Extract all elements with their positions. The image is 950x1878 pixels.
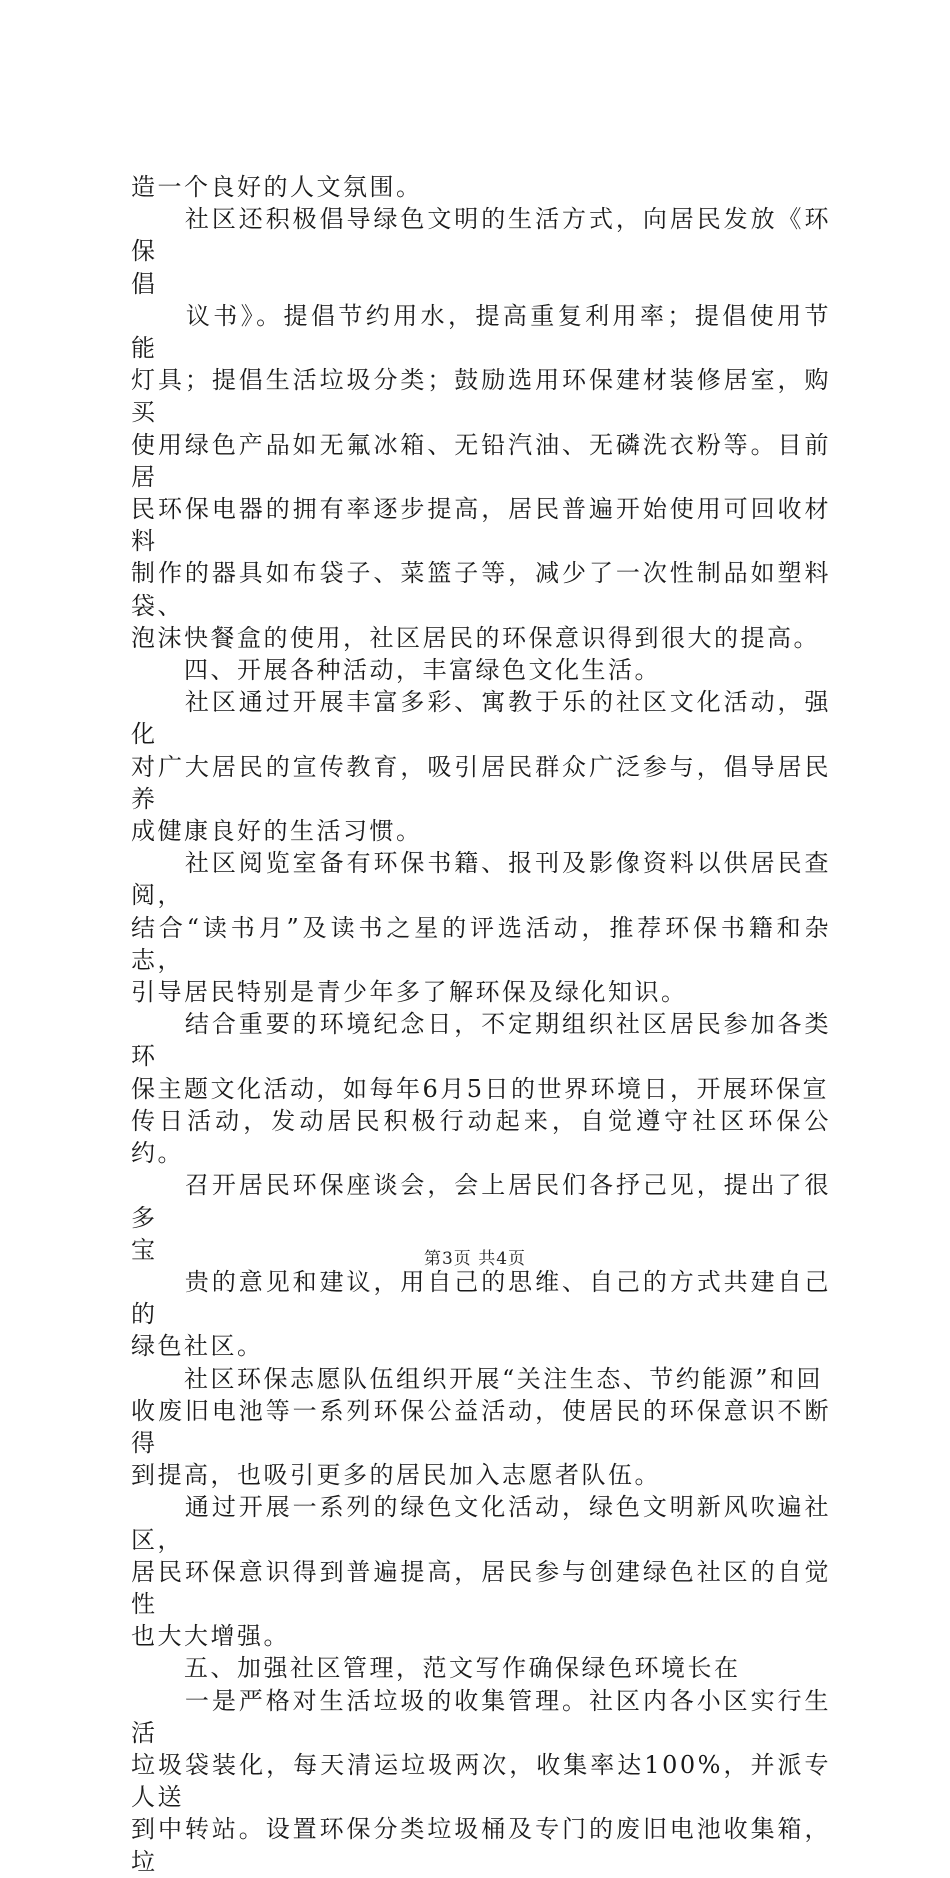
text-line: 社区还积极倡导绿色文明的生活方式，向居民发放《环保	[131, 205, 831, 266]
text-line: 居民环保意识得到普遍提高，居民参与创建绿色社区的自觉性	[131, 1557, 831, 1618]
text-line: 到提高，也吸引更多的居民加入志愿者队伍。	[131, 1461, 661, 1490]
text-line: 对广大居民的宣传教育，吸引居民群众广泛参与，倡导居民养	[131, 752, 831, 813]
text-line: 议书》。提倡节约用水，提高重复利用率；提倡使用节能	[131, 301, 831, 363]
text-line: 保主题文化活动，如每年6月5日的世界环境日，开展环保宣	[131, 1074, 830, 1103]
page-footer: 第3页 共4页	[423, 1249, 527, 1269]
text-line: 成健康良好的生活习惯。	[131, 817, 423, 846]
text-line: 结合“读书月”及读书之星的评选活动，推荐环保书籍和杂志，	[131, 913, 831, 974]
text-line: 召开居民环保座谈会，会上居民们各抒己见，提出了很多	[131, 1171, 831, 1232]
text-line: 传日活动，发动居民积极行动起来，自觉遵守社区环保公约。	[131, 1106, 831, 1168]
text-line: 社区环保志愿队伍组织开展“关注生态、节约能源”和回	[131, 1364, 824, 1393]
text-line: 一是严格对生活垃圾的收集管理。社区内各小区实行生活	[131, 1686, 831, 1747]
text-line: 造一个良好的人文氛围。	[131, 173, 423, 201]
text-line: 民环保电器的拥有率逐步提高，居民普遍开始使用可回收材料	[131, 495, 831, 556]
text-line: 贵的意见和建议，用自己的思维、自己的方式共建自己的	[131, 1267, 831, 1329]
text-line: 灯具；提倡生活垃圾分类；鼓励选用环保建材装修居室，购买	[131, 366, 831, 427]
text-line: 引导居民特别是青少年多了解环保及绿化知识。	[131, 978, 688, 1007]
text-line: 使用绿色产品如无氟冰箱、无铅汽油、无磷洗衣粉等。目前居	[131, 430, 831, 491]
text-line: 收废旧电池等一系列环保公益活动，使居民的环保意识不断得	[131, 1396, 831, 1457]
text-line: 通过开展一系列的绿色文化活动，绿色文明新风吹遍社区，	[131, 1493, 831, 1554]
text-line: 也大大增强。	[131, 1622, 290, 1651]
text-line: 社区阅览室备有环保书籍、报刊及影像资料以供居民查阅，	[131, 849, 831, 910]
text-line: 制作的器具如布袋子、菜篮子等，减少了一次性制品如塑料袋、	[131, 559, 831, 620]
text-line: 结合重要的环境纪念日，不定期组织社区居民参加各类环	[131, 1010, 831, 1071]
text-line: 倡	[131, 269, 158, 298]
text-line: 到中转站。设置环保分类垃圾桶及专门的废旧电池收集箱，垃	[131, 1815, 831, 1876]
text-line: 社区通过开展丰富多彩、寓教于乐的社区文化活动，强化	[131, 688, 831, 749]
text-line: 四、开展各种活动，丰富绿色文化生活。	[131, 656, 661, 685]
text-line: 泡沫快餐盒的使用，社区居民的环保意识得到很大的提高。	[131, 623, 820, 652]
text-line: 绿色社区。	[131, 1332, 264, 1361]
text-line: 宝	[131, 1235, 158, 1264]
text-line: 垃圾袋装化，每天清运垃圾两次，收集率达100%，并派专人送	[131, 1750, 831, 1812]
text-line: 五、加强社区管理，范文写作确保绿色环境长在	[131, 1654, 741, 1683]
document-body	[131, 171, 831, 1878]
